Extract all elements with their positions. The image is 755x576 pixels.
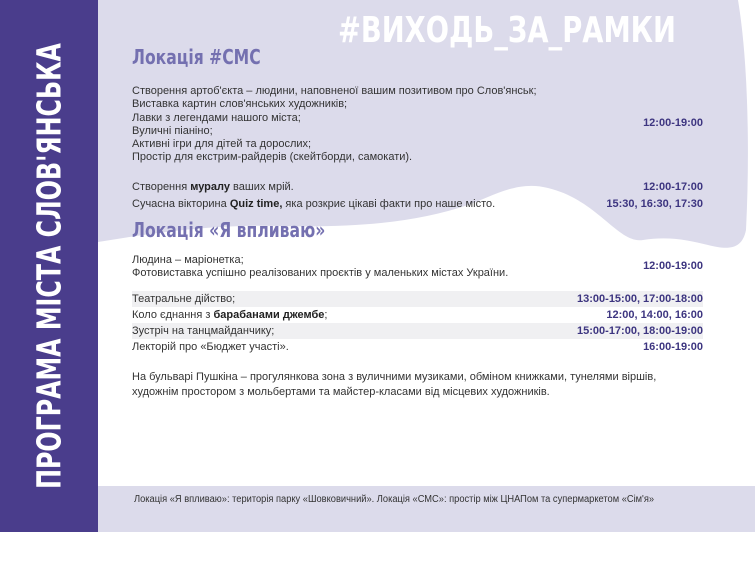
pushkin-boulevard-paragraph: На бульварі Пушкіна – прогулянкова зона з вуличними музиками, обміном книжками, тунелями віршів, художнім простором з мольбертами та майстер-класами від місцевих художників.: [132, 371, 657, 398]
hashtag-heading: #ВИХОДЬ_ЗА_РАМКИ: [338, 10, 676, 51]
quiz-item: Сучасна вікторина Quiz time, яка розкриє цікаві факти про наше місто.: [132, 198, 496, 210]
vplyvayu-activity-list: [132, 254, 508, 281]
mural-time: 12:00-17:00: [643, 181, 703, 193]
list-item: Простір для екстрим-райдерів (скейтборди, самокати).: [132, 151, 413, 164]
schedule-row: Лекторій про «Бюджет участі». 16:00-19:00: [132, 341, 703, 353]
program-title: ПРОГРАМА МІСТА СЛОВ'ЯНСЬКА: [29, 43, 69, 489]
list-item: Вуличні піаніно;: [132, 124, 213, 137]
footer-band: [98, 486, 755, 532]
schedule-row: Театральне дійство; 13:00-15:00, 17:00-18:00: [132, 293, 703, 305]
list-item: Виставка картин слов'янських художників;: [132, 98, 348, 111]
schedule-time: 15:00-17:00, 18:00-19:00: [577, 325, 703, 337]
schedule-time: 13:00-15:00, 17:00-18:00: [577, 293, 703, 305]
sidebar-band: [0, 0, 98, 532]
vplyvayu-list-time: 12:00-19:00: [643, 260, 703, 272]
list-item: Людина – маріонетка;: [132, 254, 244, 266]
list-item: Фотовиставка успішно реалізованих проєктів у маленьких містах України.: [132, 267, 509, 280]
schedule-time: 12:00, 14:00, 16:00: [606, 309, 703, 321]
quiz-time: 15:30, 16:30, 17:30: [606, 198, 703, 210]
schedule-row: Зустріч на танцмайданчику; 15:00-17:00, 18:00-19:00: [132, 325, 703, 337]
sms-activity-list: [132, 85, 537, 165]
mural-item: Створення муралу ваших мрій.: [132, 181, 294, 193]
schedule-time: 16:00-19:00: [643, 341, 703, 353]
footer-locations-note: Локація «Я впливаю»: територія парку «Шовковичний». Локація «СМС»: простір між ЦНАПом та супермаркетом «Сім'я»: [134, 494, 655, 505]
location-vplyvayu-title: Локація «Я впливаю»: [132, 218, 326, 242]
list-item: Лавки з легендами нашого міста;: [132, 111, 301, 124]
sms-list-time: 12:00-19:00: [643, 117, 703, 129]
list-item: Активні ігри для дітей та дорослих;: [132, 138, 312, 151]
location-sms-title: Локація #СМС: [132, 45, 261, 69]
schedule-row: Коло єднання з барабанами джембе; 12:00, 14:00, 16:00: [132, 309, 703, 321]
list-item: Створення артоб'єкта – людини, наповненої вашим позитивом про Слов'янськ;: [132, 85, 537, 97]
